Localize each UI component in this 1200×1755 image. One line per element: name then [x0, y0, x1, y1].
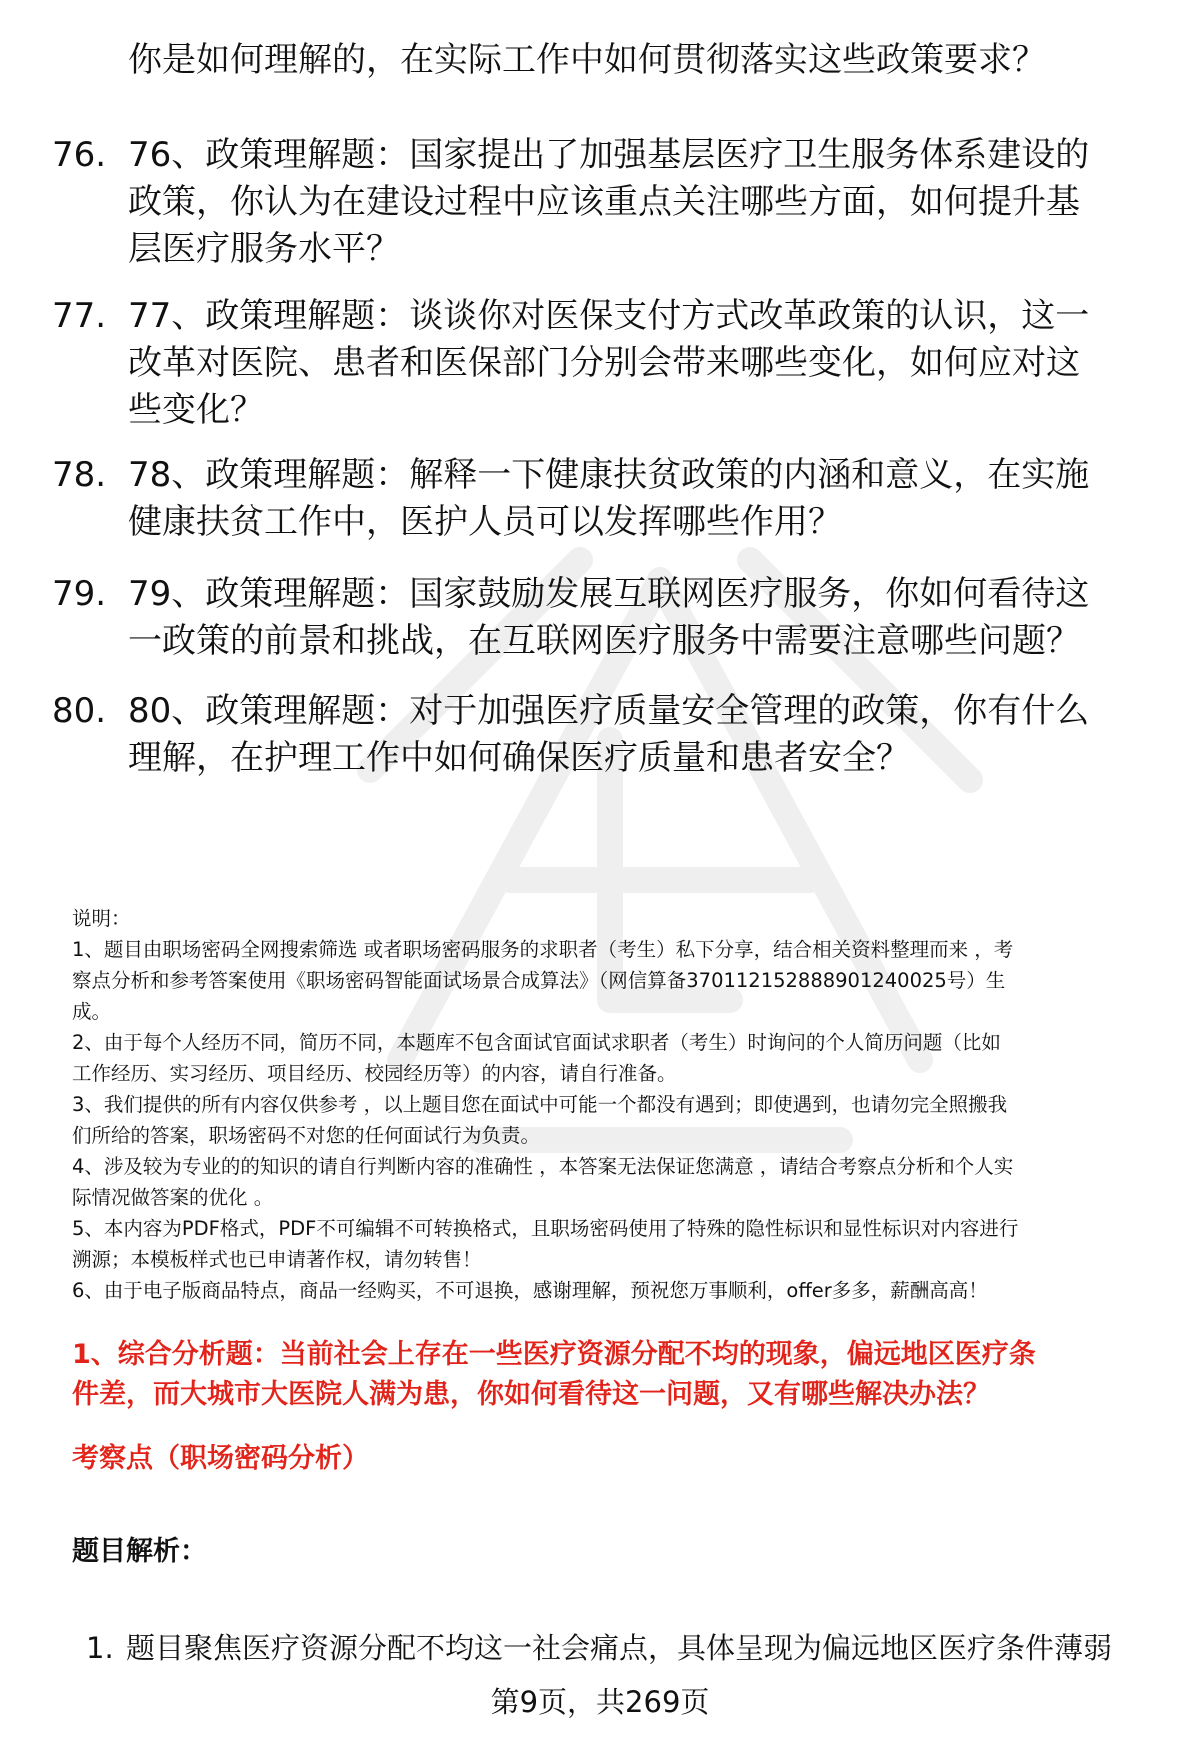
question-text [128, 452, 1148, 546]
question-number: 79. [52, 574, 107, 614]
question-line: 80、政策理解题：对于加强医疗质量安全管理的政策，你有什么 [128, 691, 1090, 731]
question-line: 78、政策理解题：解释一下健康扶贫政策的内涵和意义，在实施 [128, 455, 1090, 495]
question-number: 77. [52, 296, 107, 336]
highlighted-question [72, 1335, 1162, 1415]
exam-point-heading: 考察点（职场密码分析） [72, 1443, 369, 1474]
continued-question-text: 你是如何理解的，在实际工作中如何贯彻落实这些政策要求？ [128, 40, 1046, 80]
notes-line: 4、涉及较为专业的的知识的请自行判断内容的准确性 ，本答案无法保证您满意 ，请结合考察点分析和个人实 [72, 1155, 1014, 1178]
page-footer: 第9页，共269页 [490, 1685, 710, 1719]
notes-line: 溯源；本模板样式也已申请著作权，请勿转售！ [72, 1248, 482, 1271]
question-number: 78. [52, 455, 107, 495]
question-number: 80. [52, 691, 107, 731]
question-line: 76、政策理解题：国家提出了加强基层医疗卫生服务体系建设的 [128, 135, 1090, 175]
notes-line: 2、由于每个人经历不同，简历不同，本题库不包含面试官面试求职者（考生）时询问的个人简历问题（比如 [72, 1031, 1001, 1054]
highlighted-question-line: 1、综合分析题：当前社会上存在一些医疗资源分配不均的现象，偏远地区医疗条 [72, 1339, 1036, 1370]
notes-line: 5、本内容为PDF格式，PDF不可编辑不可转换格式，且职场密码使用了特殊的隐性标识和显性标识对内容进行 [72, 1217, 1019, 1240]
list-number: 1. [86, 1631, 114, 1665]
question-line: 一政策的前景和挑战，在互联网医疗服务中需要注意哪些问题？ [128, 621, 1080, 661]
question-line: 政策，你认为在建设过程中应该重点关注哪些方面，如何提升基 [128, 182, 1080, 222]
question-line: 理解，在护理工作中如何确保医疗质量和患者安全？ [128, 738, 910, 778]
notes-line: 1、题目由职场密码全网搜索筛选 或者职场密码服务的求职者（考生）私下分享，结合相关资料整理而来 ，考 [72, 938, 1014, 961]
notes-title: 说明： [72, 907, 131, 930]
notes-line: 3、我们提供的所有内容仅供参考 ，以上题目您在面试中可能一个都没有遇到；即使遇到，也请勿完全照搬我 [72, 1093, 1008, 1116]
notes-line: 工作经历、实习经历、项目经历、校园经历等）的内容，请自行准备。 [72, 1062, 677, 1085]
highlighted-question-line: 件差，而大城市大医院人满为患，你如何看待这一问题，又有哪些解决办法？ [72, 1379, 990, 1410]
question-line: 改革对医院、患者和医保部门分别会带来哪些变化，如何应对这 [128, 343, 1080, 383]
analysis-heading: 题目解析： [72, 1536, 207, 1567]
question-line: 79、政策理解题：国家鼓励发展互联网医疗服务，你如何看待这 [128, 574, 1090, 614]
notes-line: 6、由于电子版商品特点，商品一经购买，不可退换，感谢理解，预祝您万事顺利，offer多多，薪酬高高！ [72, 1279, 988, 1302]
list-text: 题目聚焦医疗资源分配不均这一社会痛点，具体呈现为偏远地区医疗条件薄弱 [126, 1631, 1113, 1665]
question-number: 76. [52, 135, 107, 175]
notes-line: 察点分析和参考答案使用《职场密码智能面试场景合成算法》（网信算备370112152888901240025号）生 [72, 969, 1006, 992]
question-line: 健康扶贫工作中，医护人员可以发挥哪些作用？ [128, 502, 842, 542]
question-line: 77、政策理解题：谈谈你对医保支付方式改革政策的认识，这一 [128, 296, 1090, 336]
question-line: 层医疗服务水平？ [128, 229, 400, 269]
question-text [128, 688, 1148, 782]
question-text [128, 293, 1148, 434]
question-text [128, 132, 1148, 273]
notes-line: 成。 [72, 1000, 112, 1023]
notes-section [72, 903, 1162, 1306]
notes-line: 们所给的答案，职场密码不对您的任何面试行为负责。 [72, 1124, 541, 1147]
notes-line: 际情况做答案的优化 。 [72, 1186, 274, 1209]
question-text [128, 571, 1148, 665]
question-line: 些变化？ [128, 390, 264, 430]
